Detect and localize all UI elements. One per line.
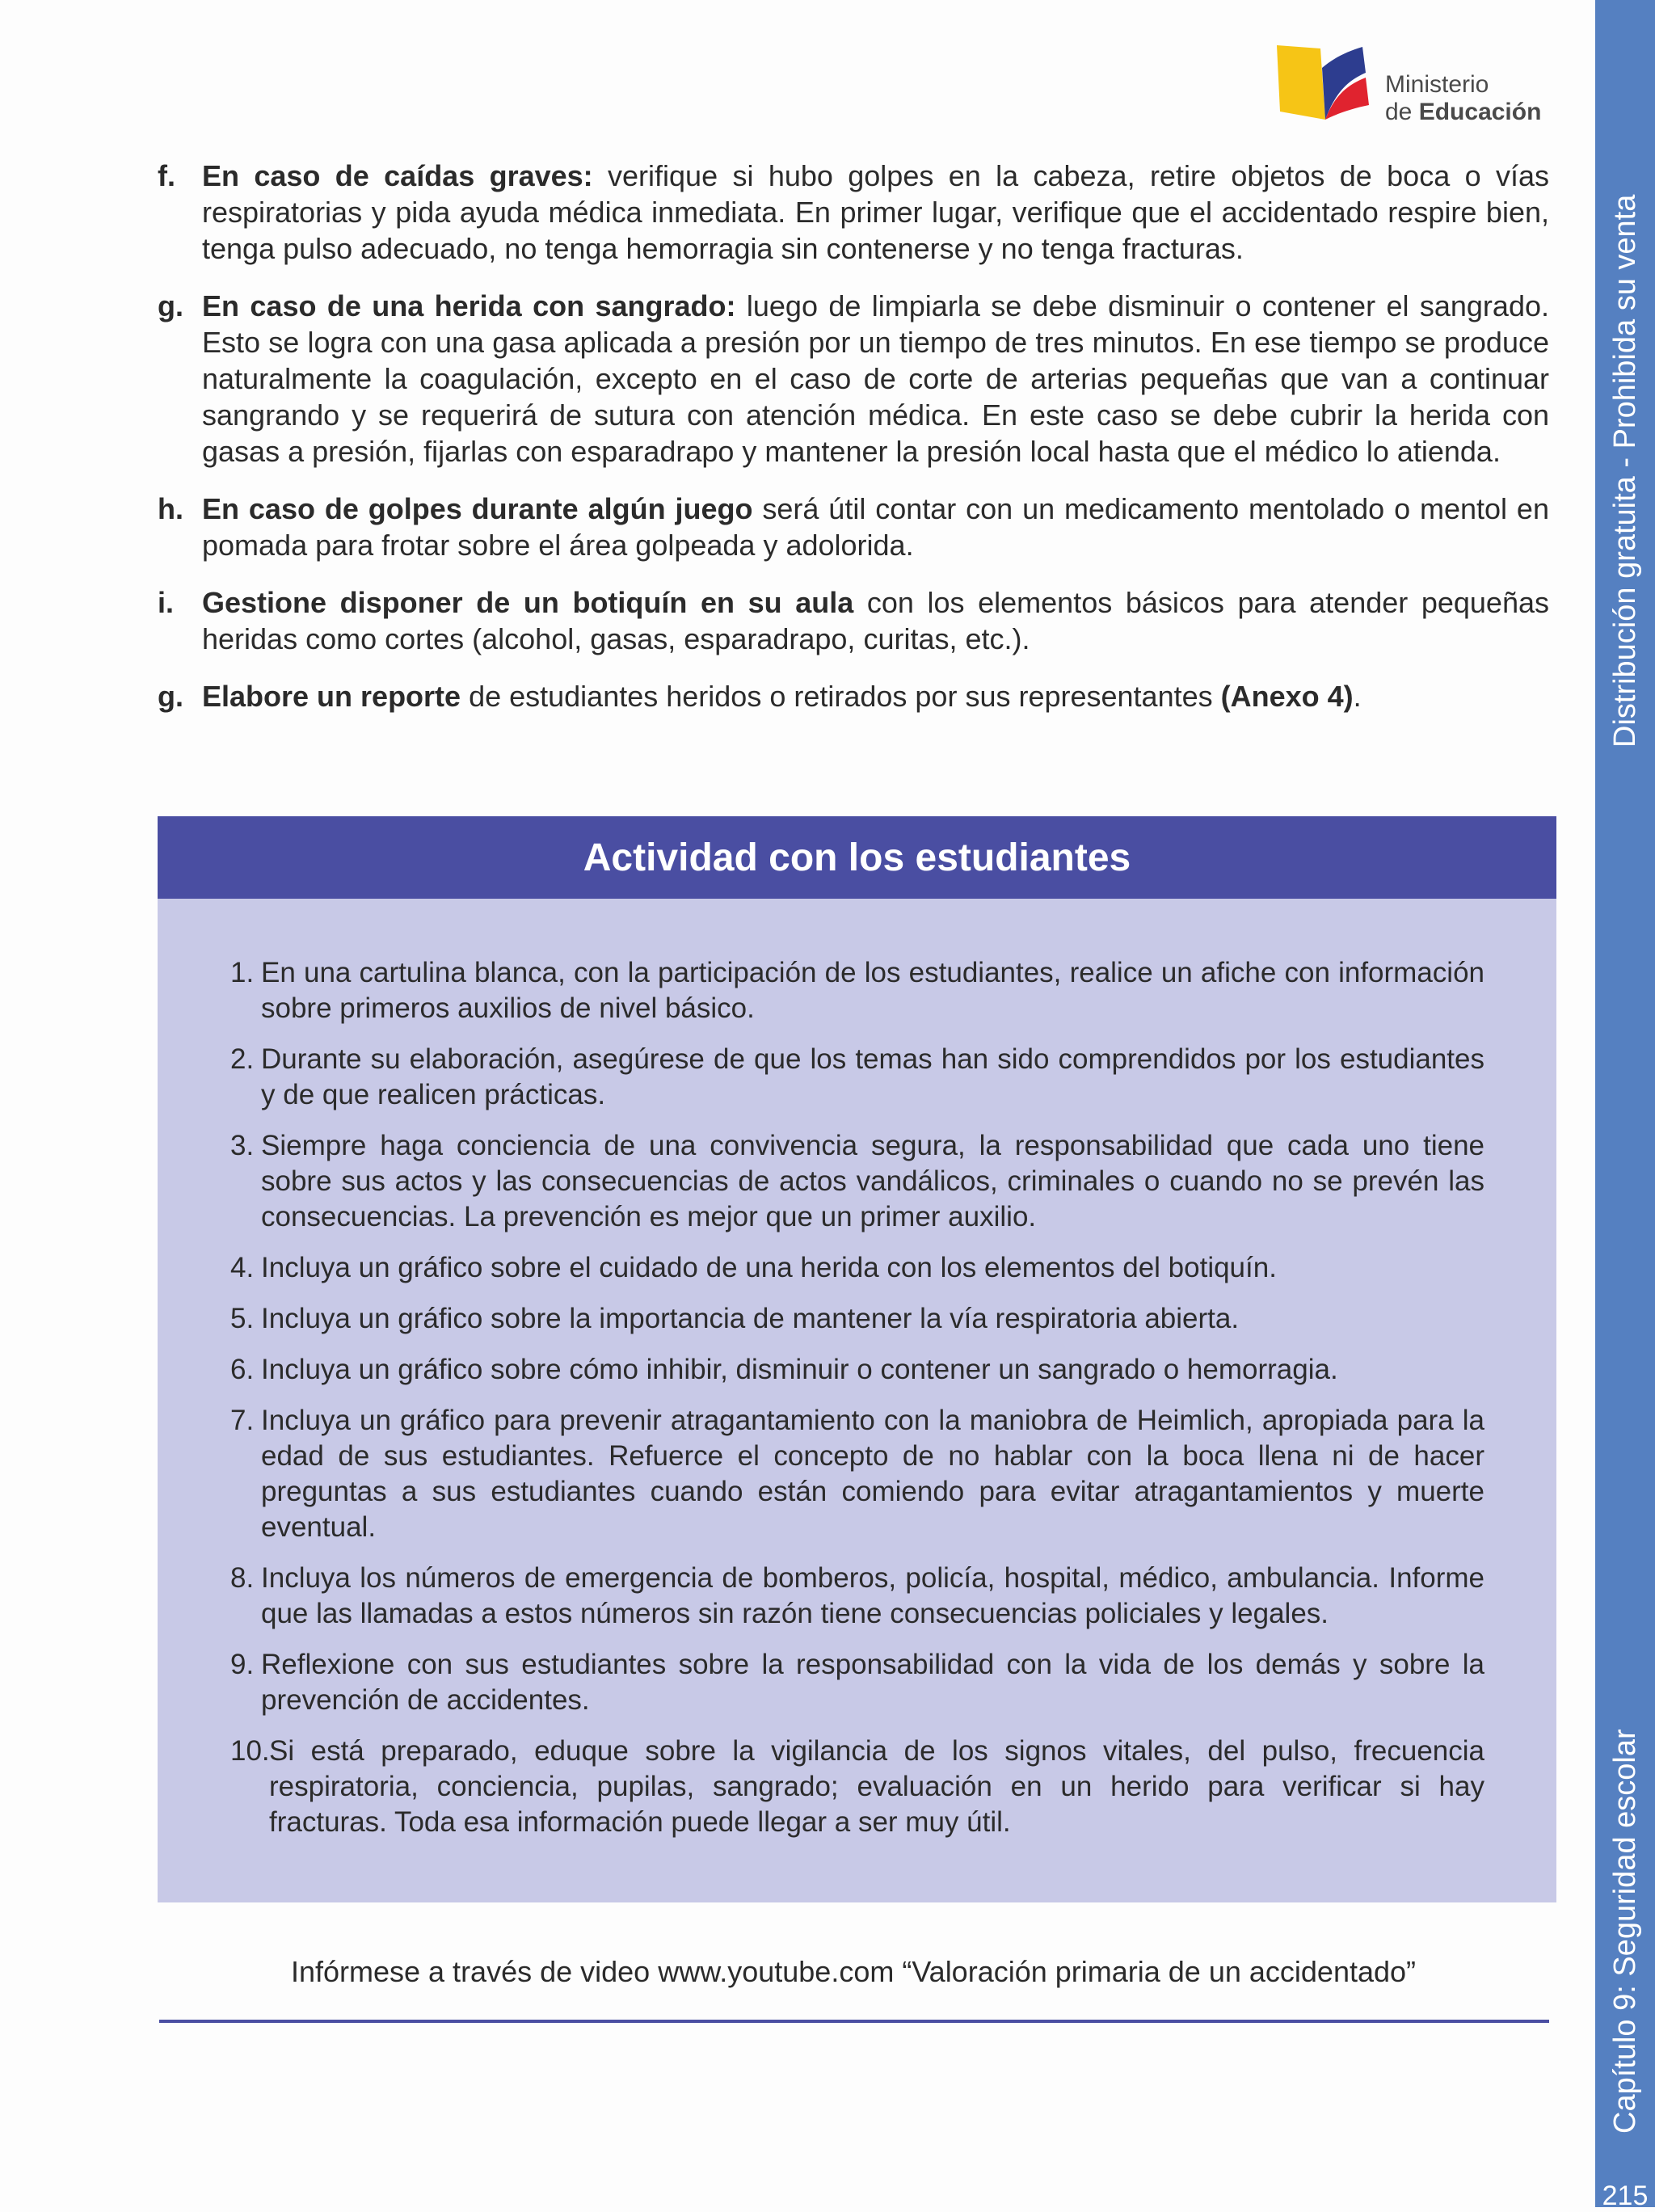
item-number: 7. — [230, 1405, 255, 1436]
item-text: de estudiantes heridos o retirados por sus representantes — [461, 680, 1221, 713]
item-text: Incluya un gráfico sobre la importancia de mantener la vía respiratoria abierta. — [261, 1303, 1240, 1334]
item-number: 6. — [230, 1354, 255, 1385]
item-text: Incluya un gráfico sobre el cuidado de una herida con los elementos del botiquín. — [261, 1252, 1277, 1283]
item-number: 4. — [230, 1252, 255, 1283]
item-text: verifique si hubo golpes en la cabeza, retire objetos de boca o vías respiratorias y pida ayuda médica inmediata. En primer lugar, verifique que el accidentado respire bien, tenga pulso adecuado, no tenga hemorragia sin contenerse y no tenga fracturas. — [202, 159, 1549, 265]
item-number: 9. — [230, 1649, 255, 1680]
item-text: Durante su elaboración, asegúrese de que los temas han sido comprendidos por los estudiantes y de que realicen prácticas. — [261, 1043, 1484, 1110]
distribution-notice: Distribución gratuita - Prohibida su venta — [1608, 194, 1642, 748]
activity-list — [230, 955, 1484, 1856]
list-item — [158, 491, 1549, 563]
item-number: 2. — [230, 1043, 255, 1075]
activity-item — [230, 1403, 1484, 1545]
activity-item — [230, 1352, 1484, 1388]
item-marker: g. — [158, 680, 183, 713]
item-text: será útil contar con un medicamento mentolado o mentol en pomada para frotar sobre el área golpeada y adolorida. — [202, 492, 1549, 562]
item-marker: g. — [158, 289, 183, 322]
activity-title: Actividad con los estudiantes — [158, 816, 1556, 899]
list-item — [158, 158, 1549, 267]
item-number: 3. — [230, 1130, 255, 1161]
item-number: 1. — [230, 957, 255, 988]
item-heading: En caso de golpes durante algún juego — [202, 492, 753, 525]
item-text: En una cartulina blanca, con la participación de los estudiantes, realice un afiche con información sobre primeros auxilios de nivel básico. — [261, 957, 1484, 1024]
item-heading: En caso de caídas graves: — [202, 159, 593, 192]
activity-item — [230, 1250, 1484, 1286]
page-number: 215 — [1602, 2180, 1649, 2211]
item-heading: Elabore un reporte — [202, 680, 461, 713]
activity-box — [158, 816, 1556, 1902]
item-text: Incluya los números de emergencia de bomberos, policía, hospital, médico, ambulancia. Informe que las llamadas a estos números sin razón tiene consecuencias policiales y legales. — [261, 1562, 1484, 1629]
activity-item — [230, 1561, 1484, 1632]
list-item — [158, 288, 1549, 470]
item-text: Incluya un gráfico sobre cómo inhibir, disminuir o contener un sangrado o hemorragia. — [261, 1354, 1338, 1385]
item-text: luego de limpiarla se debe disminuir o contener el sangrado. Esto se logra con una gasa aplicada a presión por un tiempo de tres minutos. En ese tiempo se produce naturalmente la coagulación, excepto en el caso de corte de arterias pequeñas que van a continuar sangrando y se requerirá de sutura con atención médica. En este caso se debe cubrir la herida con gasas a presión, fijarlas con esparadrapo y mantener la presión local hasta que el médico lo atienda. — [202, 289, 1549, 468]
item-text: Incluya un gráfico para prevenir atragantamiento con la maniobra de Heimlich, apropiada para la edad de sus estudiantes. Refuerce el concepto de no hablar con la boca llena ni de hacer preguntas a sus estudiantes cuando están comiendo para evitar atragantamientos y muerte eventual. — [261, 1405, 1484, 1543]
annex-reference: (Anexo 4) — [1220, 680, 1354, 713]
item-heading: Gestione disponer de un botiquín en su aula — [202, 586, 854, 619]
activity-item — [230, 1734, 1484, 1840]
video-reference-note: Infórmese a través de video www.youtube.com “Valoración primaria de un accidentado” — [290, 1955, 1417, 1988]
activity-item — [230, 955, 1484, 1026]
divider — [159, 2020, 1549, 2023]
item-text: con los elementos básicos para atender pequeñas heridas como cortes (alcohol, gasas, esparadrapo, curitas, etc.). — [202, 586, 1549, 655]
activity-item — [230, 1301, 1484, 1337]
list-item — [158, 584, 1549, 657]
activity-item — [230, 1128, 1484, 1235]
item-text: Reflexione con sus estudiantes sobre la responsabilidad con la vida de los demás y sobre la prevención de accidentes. — [261, 1649, 1484, 1716]
item-number: 5. — [230, 1303, 255, 1334]
item-heading: En caso de una herida con sangrado: — [202, 289, 736, 322]
item-text: Siempre haga conciencia de una convivencia segura, la responsabilidad que cada uno tiene sobre sus actos y las consecuencias de actos vandálicos, criminales o cuando no se prevén las consecuencias. La prevención es mejor que un primer auxilio. — [261, 1130, 1484, 1232]
item-marker: i. — [158, 586, 175, 619]
first-aid-list — [158, 158, 1549, 735]
logo-line-1: Ministerio — [1385, 71, 1489, 98]
list-item: g. Elabore un reporte de estudiantes heridos o retirados por sus representantes (Anexo 4). — [158, 680, 1362, 713]
ministerio-logo — [1275, 40, 1542, 129]
ecuador-flag-book-icon — [1275, 40, 1380, 129]
item-marker: h. — [158, 492, 183, 525]
logo-line-2: de Educación — [1385, 99, 1542, 125]
item-marker: f. — [158, 159, 175, 192]
item-number: 8. — [230, 1562, 255, 1594]
chapter-label: Capítulo 9: Seguridad escolar — [1608, 1729, 1642, 2134]
item-text: Si está preparado, eduque sobre la vigilancia de los signos vitales, del pulso, frecuencia respiratoria, conciencia, pupilas, sangrado; evaluación en un herido para verificar si hay fracturas. Toda esa información puede llegar a ser muy útil. — [269, 1735, 1484, 1838]
activity-item — [230, 1647, 1484, 1718]
activity-item — [230, 1042, 1484, 1113]
item-number: 10. — [230, 1735, 270, 1767]
